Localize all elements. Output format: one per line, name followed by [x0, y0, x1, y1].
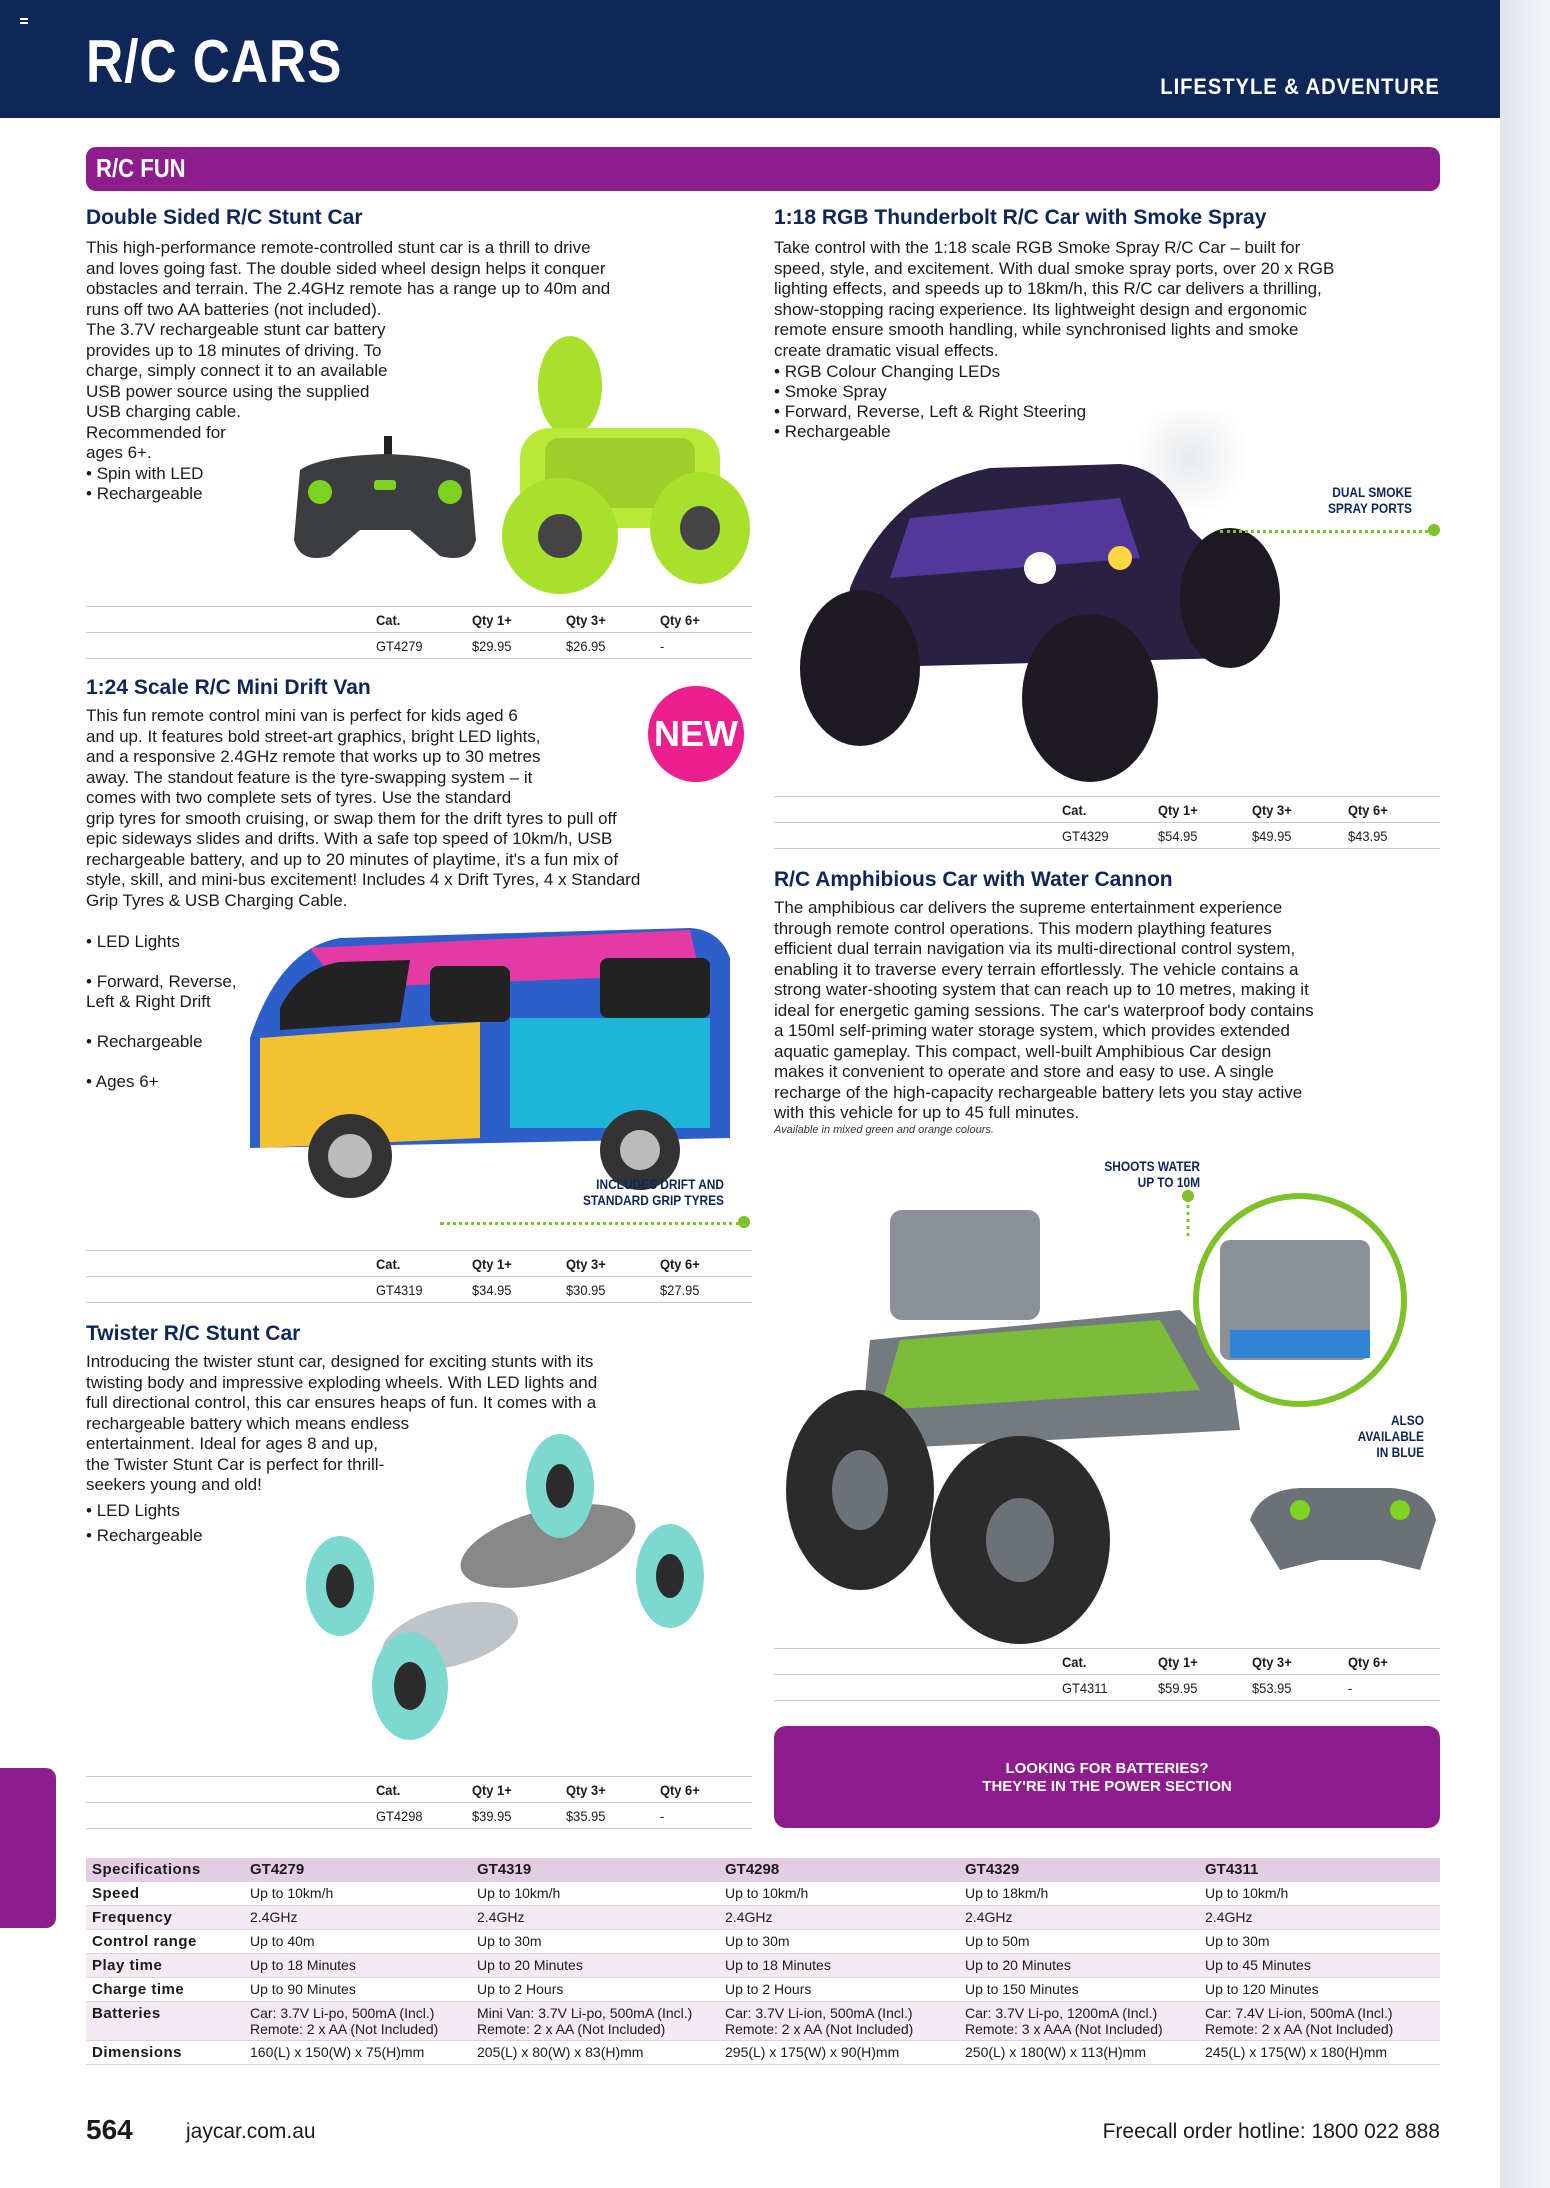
feature-list [86, 912, 237, 1112]
spec-value: Up to 18km/h [965, 1885, 1049, 1901]
stunt-car-image [490, 328, 752, 600]
price-qty3: $26.95 [566, 638, 606, 654]
col-qty1: Qty 1+ [1158, 1654, 1198, 1670]
spec-value: Up to 2 Hours [725, 1981, 812, 1997]
desc-line: Take control with the 1:18 scale RGB Smoke Spray R/C Car – built for [774, 238, 1301, 257]
spec-value: 250(L) x 180(W) x 113(H)mm [965, 2044, 1147, 2060]
price-qty6: - [660, 1808, 665, 1824]
callout-dot [1428, 524, 1440, 536]
spec-value: Up to 90 Minutes [250, 1981, 356, 1997]
spec-header-cell: GT4311 [1205, 1861, 1259, 1878]
side-tab[interactable] [0, 1768, 56, 1928]
desc-line: entertainment. Ideal for ages 8 and up, [86, 1434, 379, 1453]
batteries-promo[interactable] [774, 1726, 1440, 1828]
spec-header-row [86, 1858, 1440, 1882]
product-description [774, 238, 1440, 361]
price-qty1: $54.95 [1158, 828, 1198, 844]
desc-line: and up. It features bold street-art graphics, bright LED lights, [86, 726, 541, 746]
price-qty3: $30.95 [566, 1282, 606, 1298]
feature-list [86, 1498, 203, 1548]
spec-value: Up to 150 Minutes [965, 1981, 1079, 1997]
desc-line: lighting effects, and speeds up to 18km/h, this R/C car delivers a thrilling, [774, 279, 1322, 298]
price-table-row [774, 823, 1440, 849]
col-qty6: Qty 6+ [660, 612, 700, 628]
col-qty1: Qty 1+ [472, 612, 512, 628]
col-qty6: Qty 6+ [660, 1782, 700, 1798]
spec-body [86, 1882, 1440, 2065]
desc-line: away. The standout feature is the tyre-swapping system – it [86, 767, 533, 787]
feature-item: • Rechargeable [86, 484, 203, 504]
spec-value: Up to 18 Minutes [725, 1957, 831, 1973]
desc-line: full directional control, this car ensures heaps of fun. It comes with a [86, 1393, 597, 1412]
desc-line: The amphibious car delivers the supreme entertainment experience [774, 898, 1283, 917]
cat-number[interactable]: GT4319 [376, 1282, 423, 1298]
col-qty6: Qty 6+ [1348, 802, 1388, 818]
desc-line: ages 6+. [86, 443, 152, 462]
section-title: R/C FUN [96, 153, 186, 183]
desc-line: with this vehicle for up to 45 full minutes. [774, 1103, 1080, 1122]
col-qty6: Qty 6+ [1348, 1654, 1388, 1670]
spec-label: Dimensions [92, 2044, 183, 2061]
col-cat: Cat. [376, 612, 401, 628]
callout-line [440, 1222, 740, 1225]
spec-row [86, 1978, 1440, 2002]
website-link[interactable]: jaycar.com.au [186, 2120, 316, 2143]
product-title: 1:18 RGB Thunderbolt R/C Car with Smoke Spray [774, 206, 1267, 229]
spec-label: Control range [92, 1933, 197, 1950]
desc-line: makes it convenient to operate and store and easy to use. A single [774, 1062, 1274, 1081]
callout-blue: ALSO AVAILABLE IN BLUE [1357, 1412, 1424, 1460]
desc-line: Introducing the twister stunt car, designed for exciting stunts with its [86, 1352, 594, 1371]
feature-item: • LED Lights [86, 932, 237, 952]
col-qty3: Qty 3+ [566, 612, 606, 628]
spec-row [86, 2002, 1440, 2041]
desc-line: recharge of the high-capacity rechargeable battery lets you stay active [774, 1082, 1303, 1102]
price-qty6: - [1348, 1680, 1353, 1696]
col-qty3: Qty 3+ [566, 1782, 606, 1798]
desc-line: This fun remote control mini van is perfect for kids aged 6 [86, 706, 518, 725]
spec-value: Up to 30m [477, 1933, 542, 1949]
price-table-header [86, 1777, 752, 1803]
spec-value: 245(L) x 175(W) x 180(H)mm [1205, 2044, 1388, 2060]
spec-row [86, 1930, 1440, 1954]
desc-line: grip tyres for smooth cruising, or swap them for the drift tyres to pull off [86, 808, 617, 828]
spec-value: 160(L) x 150(W) x 75(H)mm [250, 2044, 425, 2060]
feature-item: • Spin with LED [86, 464, 203, 484]
spec-value: 2.4GHz [250, 1909, 298, 1925]
desc-line: a 150ml self-priming water storage system, which provides extended [774, 1021, 1290, 1040]
col-qty1: Qty 1+ [472, 1782, 512, 1798]
desc-line: obstacles and terrain. The 2.4GHz remote has a range up to 40m and [86, 279, 611, 298]
desc-line: provides up to 18 minutes of driving. To [86, 340, 382, 360]
price-table [86, 1250, 752, 1303]
feature-item: • Ages 6+ [86, 1072, 237, 1092]
mini-van-image [220, 918, 740, 1208]
desc-line: Recommended for [86, 422, 226, 442]
spec-label: Frequency [92, 1909, 173, 1926]
spec-value: Up to 30m [725, 1933, 790, 1949]
desc-line: epic sideways slides and drifts. With a safe top speed of 10km/h, USB [86, 829, 613, 848]
spec-value: 205(L) x 80(W) x 83(H)mm [477, 2044, 644, 2060]
spec-row [86, 1954, 1440, 1978]
product-title: Twister R/C Stunt Car [86, 1322, 301, 1345]
col-qty3: Qty 3+ [566, 1256, 606, 1272]
product-title: 1:24 Scale R/C Mini Drift Van [86, 676, 371, 699]
spec-value: 2.4GHz [1205, 1909, 1253, 1925]
price-table-row [86, 1277, 752, 1303]
spec-row [86, 1906, 1440, 1930]
col-qty3: Qty 3+ [1252, 1654, 1292, 1670]
spec-header-cell: Specifications [92, 1861, 201, 1878]
section-bar [86, 147, 1440, 191]
desc-line: charge, simply connect it to an available [86, 361, 388, 380]
col-qty3: Qty 3+ [1252, 802, 1292, 818]
spec-value: Up to 30m [1205, 1933, 1270, 1949]
feature-item: • LED Lights [86, 1498, 203, 1523]
price-qty1: $34.95 [472, 1282, 512, 1298]
spec-label: Batteries [92, 2005, 161, 2022]
product-title: R/C Amphibious Car with Water Cannon [774, 868, 1173, 891]
feature-item: • RGB Colour Changing LEDs [774, 362, 1086, 382]
desc-line: USB charging cable. [86, 402, 241, 421]
spec-value: Up to 10km/h [477, 1885, 561, 1901]
colour-note: Available in mixed green and orange colours. [774, 1124, 994, 1136]
product-title: Double Sided R/C Stunt Car [86, 206, 363, 229]
col-cat: Cat. [1062, 802, 1087, 818]
desc-line: aquatic gameplay. This compact, well-built Amphibious Car design [774, 1041, 1272, 1061]
spec-value: Car: 3.7V Li-ion, 500mA (Incl.) Remote: 2 x AA (Not Included) [725, 2005, 914, 2037]
desc-line: enabling it to traverse every terrain effortlessly. The vehicle contains a [774, 959, 1299, 979]
hotline-text: Freecall order hotline: 1800 022 888 [1102, 2120, 1440, 2143]
feature-item: • Rechargeable [86, 1032, 237, 1052]
new-badge: NEW [648, 686, 744, 782]
desc-line: and a responsive 2.4GHz remote that works up to 30 metres [86, 747, 541, 766]
spec-value: Car: 7.4V Li-ion, 500mA (Incl.) Remote: 2 x AA (Not Included) [1205, 2005, 1394, 2037]
col-qty6: Qty 6+ [660, 1256, 700, 1272]
spec-label: Charge time [92, 1981, 185, 1998]
spec-value: 2.4GHz [965, 1909, 1013, 1925]
product-description [774, 898, 1440, 1124]
desc-line: rechargeable battery, and up to 20 minutes of playtime, it's a fun mix of [86, 849, 619, 869]
desc-line: style, skill, and mini-bus excitement! Includes 4 x Drift Tyres, 4 x Standard [86, 870, 641, 889]
desc-line: comes with two complete sets of tyres. Use the standard [86, 788, 512, 807]
desc-line: Grip Tyres & USB Charging Cable. [86, 890, 348, 910]
price-qty3: $53.95 [1252, 1680, 1292, 1696]
spec-value: Up to 10km/h [250, 1885, 334, 1901]
desc-line: the Twister Stunt Car is perfect for thrill- [86, 1454, 385, 1474]
desc-line: seekers young and old! [86, 1475, 262, 1494]
page-number: 564 [86, 2114, 133, 2145]
desc-line: rechargeable battery which means endless [86, 1413, 410, 1433]
col-cat: Cat. [1062, 1654, 1087, 1670]
spec-header-cell: GT4298 [725, 1861, 780, 1878]
spec-value: 2.4GHz [477, 1909, 525, 1925]
desc-line: twisting body and impressive exploding wheels. With LED lights and [86, 1372, 598, 1392]
spec-header-cell: GT4279 [250, 1861, 305, 1878]
col-qty1: Qty 1+ [1158, 802, 1198, 818]
rgb-car-image [790, 408, 1320, 788]
spec-value: 295(L) x 175(W) x 90(H)mm [725, 2044, 900, 2060]
spec-value: 2.4GHz [725, 1909, 773, 1925]
cat-number[interactable]: GT4298 [376, 1808, 423, 1824]
spec-header-cell: GT4329 [965, 1861, 1020, 1878]
desc-line: runs off two AA batteries (not included). [86, 299, 382, 319]
desc-line: show-stopping racing experience. Its lightweight design and ergonomic [774, 299, 1307, 319]
col-cat: Cat. [376, 1256, 401, 1272]
page-header [0, 0, 1500, 118]
price-table-header [86, 1251, 752, 1277]
feature-item: • Forward, Reverse, Left & Right Steering [774, 402, 1086, 422]
desc-line: remote ensure smooth handling, while synchronised lights and smoke [774, 320, 1299, 339]
cat-number[interactable]: GT4279 [376, 638, 423, 654]
spec-value: Up to 50m [965, 1933, 1030, 1949]
page-edge [1500, 0, 1550, 2188]
price-qty1: $29.95 [472, 638, 512, 654]
spec-value: Up to 10km/h [1205, 1885, 1289, 1901]
spec-value: Mini Van: 3.7V Li-po, 500mA (Incl.) Remote: 2 x AA (Not Included) [477, 2005, 693, 2037]
product-description [86, 706, 746, 911]
batteries-promo-text: LOOKING FOR BATTERIES? THEY'RE IN THE POWER SECTION [982, 1760, 1232, 1795]
spec-row [86, 2041, 1440, 2065]
cat-number[interactable]: GT4329 [1062, 828, 1109, 844]
price-table-header [86, 607, 752, 633]
desc-line: create dramatic visual effects. [774, 340, 999, 360]
feature-item: • Forward, Reverse, Left & Right Drift [86, 972, 237, 1012]
desc-line: ideal for energetic gaming sessions. The car's waterproof body contains [774, 1000, 1314, 1020]
spec-value: Up to 20 Minutes [477, 1957, 583, 1973]
price-table-row [86, 633, 752, 659]
menu-icon[interactable] [20, 18, 28, 24]
spec-value: Up to 20 Minutes [965, 1957, 1071, 1973]
price-table-row [86, 1803, 752, 1829]
feature-item: • Rechargeable [86, 1523, 203, 1548]
spec-value: Car: 3.7V Li-po, 500mA (Incl.) Remote: 2 x AA (Not Included) [250, 2005, 439, 2037]
twister-car-image [290, 1426, 730, 1756]
spec-value: Up to 2 Hours [477, 1981, 564, 1997]
callout-tyres: INCLUDES DRIFT AND STANDARD GRIP TYRES [582, 1176, 724, 1208]
feature-list [86, 464, 203, 504]
price-qty6: $43.95 [1348, 828, 1388, 844]
desc-line: The 3.7V rechargeable stunt car battery [86, 320, 386, 339]
price-table-row [774, 1675, 1440, 1701]
price-table-header [774, 1649, 1440, 1675]
spec-value: Up to 45 Minutes [1205, 1957, 1311, 1973]
price-table-header [774, 797, 1440, 823]
spec-value: Up to 120 Minutes [1205, 1981, 1319, 1997]
desc-line: USB power source using the supplied [86, 381, 370, 401]
spec-header-cell: GT4319 [477, 1861, 532, 1878]
desc-line: through remote control operations. This modern plaything features [774, 918, 1272, 938]
feature-item: • Rechargeable [774, 422, 1086, 442]
callout-water: SHOOTS WATER UP TO 10M [1104, 1158, 1200, 1190]
price-table [86, 1776, 752, 1829]
specifications-table [86, 1858, 1440, 2065]
cat-number[interactable]: GT4311 [1062, 1680, 1108, 1696]
price-qty1: $59.95 [1158, 1680, 1198, 1696]
price-table [774, 796, 1440, 849]
col-cat: Cat. [376, 1782, 401, 1798]
spec-value: Up to 18 Minutes [250, 1957, 356, 1973]
col-qty1: Qty 1+ [472, 1256, 512, 1272]
remote-control-image [290, 430, 480, 570]
category-label: LIFESTYLE & ADVENTURE [1160, 74, 1440, 99]
callout-dot [738, 1216, 750, 1228]
desc-line: efficient dual terrain navigation via its multi-directional control system, [774, 939, 1296, 958]
spec-label: Play time [92, 1957, 163, 1974]
price-qty6: - [660, 638, 665, 654]
price-qty3: $49.95 [1252, 828, 1292, 844]
spec-value: Car: 3.7V Li-po, 1200mA (Incl.) Remote: 3 x AAA (Not Included) [965, 2005, 1163, 2037]
callout-smoke: DUAL SMOKE SPRAY PORTS [1327, 484, 1412, 516]
price-qty3: $35.95 [566, 1808, 606, 1824]
price-qty6: $27.95 [660, 1282, 700, 1298]
feature-item: • Smoke Spray [774, 382, 1086, 402]
spec-value: Up to 10km/h [725, 1885, 809, 1901]
callout-line [1220, 530, 1434, 533]
desc-line: and loves going fast. The double sided wheel design helps it conquer [86, 258, 606, 278]
desc-line: strong water-shooting system that can reach up to 10 metres, making it [774, 980, 1309, 999]
desc-line: This high-performance remote-controlled stunt car is a thrill to drive [86, 238, 591, 257]
spec-row [86, 1882, 1440, 1906]
price-table [774, 1648, 1440, 1701]
desc-line: speed, style, and excitement. With dual smoke spray ports, over 20 x RGB [774, 258, 1335, 278]
price-qty1: $39.95 [472, 1808, 512, 1824]
spec-label: Speed [92, 1885, 140, 1902]
page-title: R/C CARS [86, 28, 343, 95]
spec-value: Up to 40m [250, 1933, 315, 1949]
price-table [86, 606, 752, 659]
